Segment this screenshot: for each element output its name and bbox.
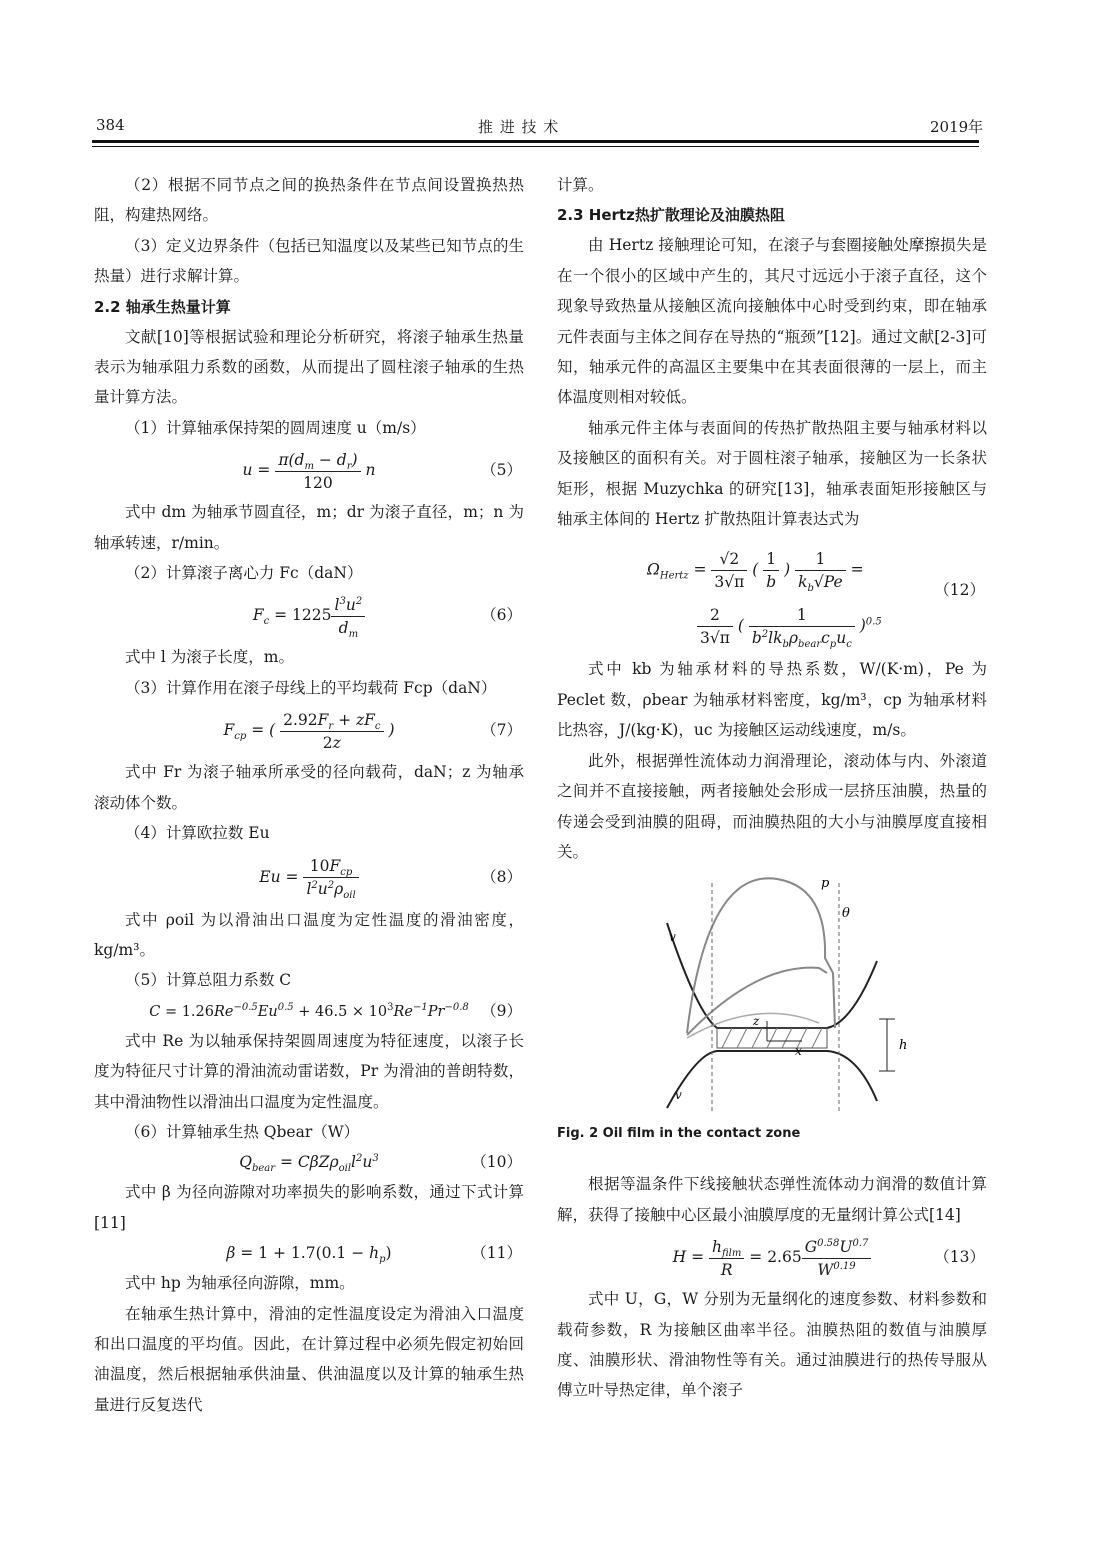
journal-name: 推 进 技 术 bbox=[478, 118, 560, 136]
paragraph: 由 Hertz 接触理论可知，在滚子与套圈接触处摩擦损失是在一个很小的区域中产生的，其尺寸远远小于滚子直径，这个现象导致热量从接触区流向接触体中心时受到约束，即在轴承元件表面与主体之间存在导热的“瓶颈”[12]。通过文献[2-3]可知，轴承元件的高温区主要集中在其表面很薄的一层上，而主体温度则相对较低。 bbox=[557, 236, 987, 407]
equation-5: u = $\frac{\pi(d_m - d_r)}{120}$ n （5） bbox=[94, 443, 524, 497]
equation-11: $\beta = 1 + 1.7(0.1 - h_p)$ （11） bbox=[94, 1238, 524, 1268]
paragraph: 在轴承生热计算中，滑油的定性温度设定为滑油入口温度和出口温度的平均值。因此，在计算过程中必须先假定初始回油温度，然后根据轴承供油量、供油温度以及计算的轴承生热量进行反复迭代 bbox=[94, 1304, 524, 1414]
equation-number: （8） bbox=[481, 867, 522, 886]
label-p: p bbox=[821, 876, 830, 892]
paragraph: 根据等温条件下线接触状态弹性流体动力润滑的数值计算解，获得了接触中心区最小油膜厚度的无量纲计算公式[14] bbox=[557, 1175, 987, 1224]
paragraph: 式中 hp 为轴承径向游隙，mm。 bbox=[125, 1274, 355, 1293]
paragraph: 式中 kb 为轴承材料的导热系数，W/(K·m)，Pe 为 Peclet 数，ρbear 为轴承材料密度，kg/m³，cp 为轴承材料比热容，J/(kg·K)，uc 为接触区运动线速度，m/s。 bbox=[557, 660, 987, 740]
label-v2: v bbox=[675, 1088, 682, 1103]
equation-10: $Q_{bear} = C\beta Z\rho_{oil}l^2u^3$ （10） bbox=[94, 1147, 524, 1177]
left-column bbox=[94, 170, 524, 1420]
year: 2019年 bbox=[930, 118, 984, 136]
paragraph: 式中 β 为径向游隙对功率损失的影响系数，通过下式计算[11] bbox=[94, 1183, 524, 1232]
header-rule-thick bbox=[92, 140, 979, 143]
equation-number: （7） bbox=[481, 721, 522, 740]
equation-number: （9） bbox=[481, 1001, 522, 1020]
equation-number: （10） bbox=[471, 1153, 522, 1172]
step-2: （2）计算滚子离心力 Fc（daN） bbox=[125, 564, 363, 583]
label-h: h bbox=[899, 1038, 908, 1054]
equation-number: （6） bbox=[481, 606, 522, 625]
equation-9: $C = 1.26Re^{-0.5}Eu^{0.5} + 46.5 \times 10^3Re^{-1}Pr^{-0.8}$ （9） bbox=[94, 996, 524, 1026]
paragraph: （2）根据不同节点之间的换热条件在节点间设置换热热阻，构建热网络。 bbox=[94, 176, 524, 225]
step-5: （5）计算总阻力系数 C bbox=[125, 971, 292, 990]
paragraph: （3）定义边界条件（包括已知温度以及某些已知节点的生热量）进行求解计算。 bbox=[94, 236, 524, 286]
paragraph: 式中 U，G，W 分别为无量纲化的速度参数、材料参数和载荷参数，R 为接触区曲率半径。油膜热阻的数值与油膜厚度、油膜形状、滑油物性等有关。通过油膜进行的热传导服从傅立叶导热定律，单个滚子 bbox=[557, 1290, 987, 1400]
equation-12: $\Omega_{Hertz}$ = $\frac{√2}{3√\pi}$ ( $\frac{1}{b}$ ) $\frac{1}{k_b√Pe}$ = $\frac{2}{3√\pi}$ ( $\frac{1}{b^2lk_b\rho_{bear}c_pu_c}$ )$^{0.5}$ （12） bbox=[647, 550, 985, 651]
section-heading-2-3: 2.3 Hertz热扩散理论及油膜热阻 bbox=[557, 206, 785, 225]
label-z: z bbox=[753, 1014, 760, 1029]
section-heading-2-2: 2.2 轴承生热量计算 bbox=[94, 297, 231, 316]
equation-number: （11） bbox=[471, 1244, 522, 1263]
equation-13: H = $\frac{h_{film}}{R}$ = 2.65 $\frac{G^{0.58}U^{0.7}}{W^{0.19}}$ （13） bbox=[557, 1230, 987, 1284]
paragraph: 式中 l 为滚子长度，m。 bbox=[125, 648, 295, 667]
step-1: （1）计算轴承保持架的圆周速度 u（m/s） bbox=[125, 418, 426, 437]
page-number: 384 bbox=[96, 116, 125, 134]
equation-8: Eu = $\frac{10F_{cp}}{l^2u^2\rho_{oil}}$ （8） bbox=[94, 849, 524, 905]
paragraph: 式中 Fr 为滚子轴承所承受的径向载荷，daN；z 为轴承滚动体个数。 bbox=[94, 763, 524, 812]
equation-number: （13） bbox=[934, 1248, 985, 1267]
paragraph: 文献[10]等根据试验和理论分析研究，将滚子轴承生热量表示为轴承阻力系数的函数，从而提出了圆柱滚子轴承的生热量计算方法。 bbox=[94, 327, 524, 407]
paragraph: 式中 Re 为以轴承保持架圆周速度为特征速度，以滚子长度为特征尺寸计算的滑油流动雷诺数，Pr 为滑油的普朗特数，其中滑油物性以滑油出口温度为定性温度。 bbox=[94, 1031, 524, 1111]
step-4: （4）计算欧拉数 Eu bbox=[125, 824, 270, 843]
right-column bbox=[557, 170, 987, 1406]
equation-number: （5） bbox=[481, 461, 522, 480]
paragraph: 式中 dm 为轴承节圆直径，m；dr 为滚子直径，m；n 为轴承转速，r/min。 bbox=[94, 503, 524, 552]
figure-2 bbox=[557, 873, 987, 1121]
header-rule-thin bbox=[92, 146, 979, 147]
label-theta: θ bbox=[842, 906, 850, 922]
paragraph: 轴承元件主体与表面间的传热扩散热阻主要与轴承材料以及接触区的面积有关。对于圆柱滚子轴承，接触区为一长条状矩形，根据 Muzychka 的研究[13]，轴承表面矩形接触区与轴承主体间的 Hertz 扩散热阻计算表达式为 bbox=[557, 418, 987, 529]
figure-caption: Fig. 2 Oil film in the contact zone bbox=[557, 1126, 801, 1142]
equation-7: $F_{cp}$ = ( $\frac{2.92F_r + zF_c}{2z}$ ) （7） bbox=[94, 703, 524, 757]
paragraph: 此外，根据弹性流体动力润滑理论，滚动体与内、外滚道之间并不直接接触，两者接触处会形成一层挤压油膜，热量的传递会受到油膜的阻碍，而油膜热阻的大小与油膜厚度直接相关。 bbox=[557, 751, 987, 861]
equation-6: $F_c = 1225$ $\frac{l^3u^2}{d_m}$ （6） bbox=[94, 588, 524, 642]
paragraph: 式中 ρoil 为以滑油出口温度为定性温度的滑油密度，kg/m³。 bbox=[94, 910, 524, 959]
step-6: （6）计算轴承生热 Qbear（W） bbox=[125, 1122, 360, 1141]
paragraph: 计算。 bbox=[557, 176, 604, 194]
oil-film-diagram bbox=[557, 873, 987, 1121]
equation-number: （12） bbox=[934, 581, 985, 600]
step-3: （3）计算作用在滚子母线上的平均载荷 Fcp（daN） bbox=[125, 678, 497, 697]
label-x: x bbox=[795, 1044, 802, 1059]
label-v1: v bbox=[669, 930, 676, 945]
